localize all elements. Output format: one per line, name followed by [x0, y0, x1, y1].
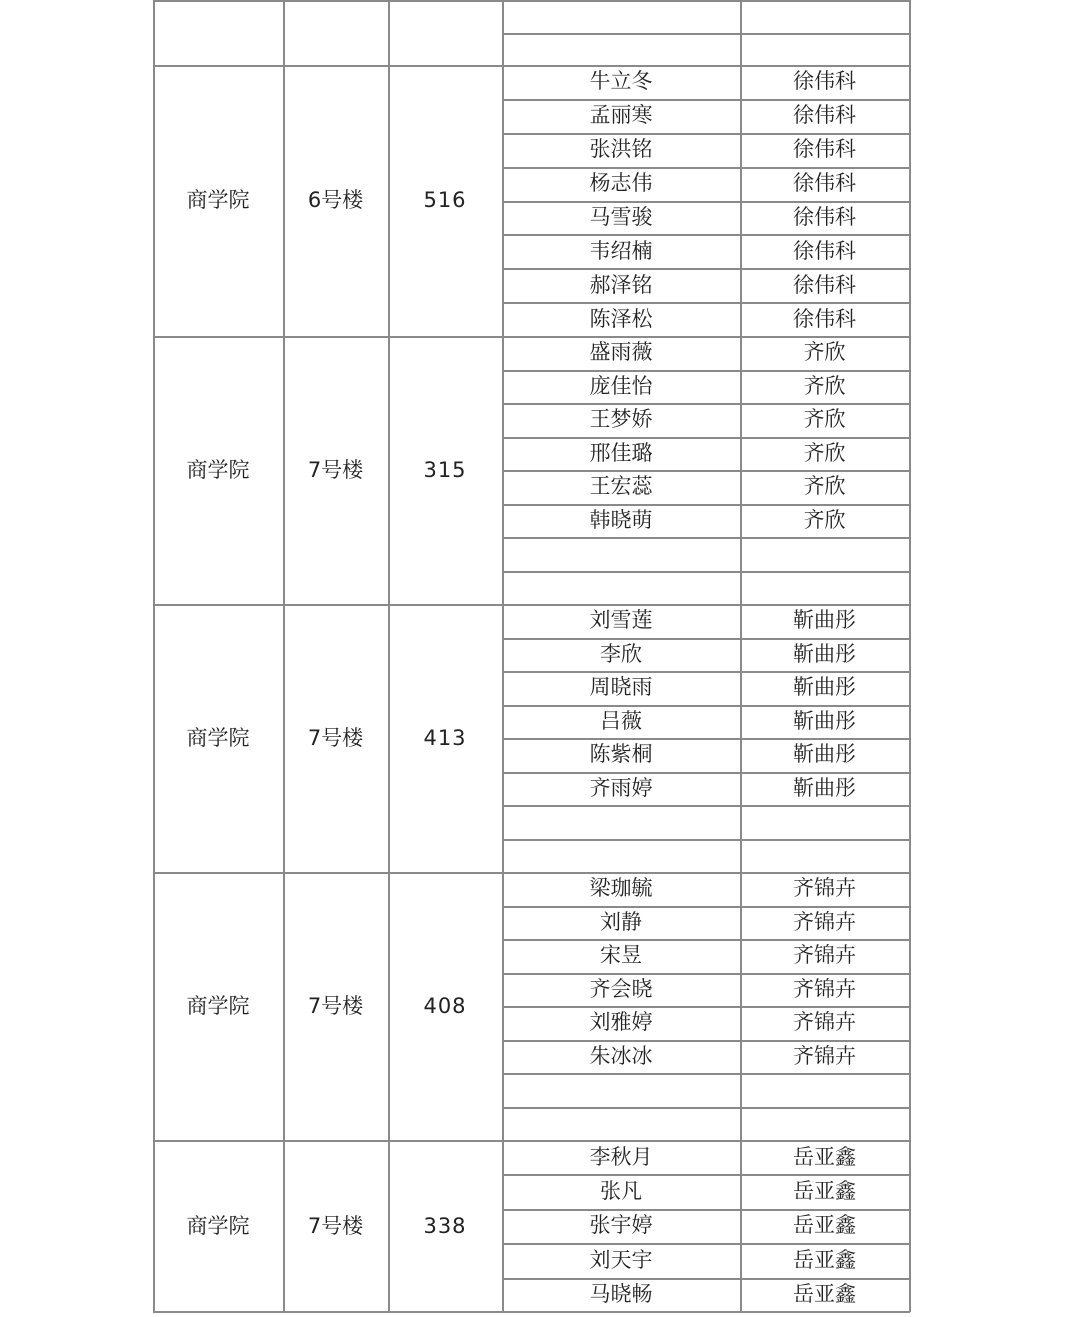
column-divider — [909, 1140, 911, 1312]
column-divider — [283, 872, 285, 1140]
row-divider — [502, 133, 910, 135]
row-divider — [502, 33, 910, 35]
student-name-cell: 邢佳璐 — [589, 440, 653, 465]
row-divider — [502, 738, 910, 740]
column-divider — [909, 872, 911, 1140]
counselor-name-cell: 徐伟科 — [793, 69, 856, 94]
student-name-cell: 李欣 — [600, 641, 642, 666]
building-cell: 7号楼 — [307, 993, 364, 1018]
row-divider — [502, 470, 910, 472]
column-divider — [502, 604, 504, 872]
row-divider — [502, 939, 910, 941]
column-divider — [283, 1140, 285, 1312]
student-name-cell: 刘雅婷 — [589, 1010, 653, 1035]
student-name-cell: 孟丽寒 — [589, 103, 653, 128]
column-divider — [388, 604, 390, 872]
student-name-cell — [502, 537, 740, 571]
row-divider — [502, 705, 910, 707]
student-name-cell: 齐会晓 — [589, 976, 653, 1001]
room-number-cell: 408 — [423, 993, 467, 1018]
student-name-cell — [502, 1073, 740, 1107]
row-divider — [502, 571, 910, 573]
student-name-cell: 吕薇 — [600, 708, 642, 733]
student-name-cell: 庞佳怡 — [589, 373, 653, 398]
student-name-cell: 牛立冬 — [589, 69, 653, 94]
student-name-cell — [502, 839, 740, 873]
column-divider — [740, 872, 742, 1140]
counselor-name-cell — [740, 571, 909, 605]
column-divider — [909, 0, 911, 65]
column-divider — [153, 0, 155, 65]
column-divider — [740, 604, 742, 872]
student-name-cell: 刘天宇 — [589, 1247, 653, 1272]
counselor-name-cell: 靳曲彤 — [793, 641, 856, 666]
counselor-name-cell: 齐锦卉 — [793, 1010, 856, 1035]
counselor-name-cell: 齐欣 — [803, 407, 846, 432]
column-divider — [740, 1140, 742, 1312]
row-divider — [502, 805, 910, 807]
counselor-name-cell: 徐伟科 — [793, 103, 856, 128]
column-divider — [502, 336, 504, 604]
student-name-cell: 陈泽松 — [589, 306, 653, 331]
column-divider — [153, 336, 155, 604]
student-name-cell: 李秋月 — [589, 1144, 653, 1169]
counselor-name-cell: 徐伟科 — [793, 204, 856, 229]
counselor-name-cell: 齐欣 — [803, 507, 846, 532]
counselor-name-cell — [740, 0, 909, 33]
counselor-name-cell: 徐伟科 — [793, 137, 856, 162]
student-name-cell — [502, 33, 740, 66]
column-divider — [153, 1140, 155, 1312]
row-divider — [502, 638, 910, 640]
counselor-name-cell: 岳亚鑫 — [793, 1179, 856, 1204]
column-divider — [502, 872, 504, 1140]
column-divider — [909, 336, 911, 604]
counselor-name-cell: 齐欣 — [803, 373, 846, 398]
row-divider — [502, 234, 910, 236]
counselor-name-cell — [740, 805, 909, 839]
column-divider — [283, 65, 285, 336]
row-divider — [502, 1278, 910, 1280]
counselor-name-cell — [740, 33, 909, 66]
counselor-name-cell: 齐锦卉 — [793, 909, 856, 934]
student-name-cell — [502, 571, 740, 605]
row-divider — [502, 201, 910, 203]
row-divider — [502, 370, 910, 372]
student-name-cell: 梁珈毓 — [589, 876, 653, 901]
counselor-name-cell: 齐锦卉 — [793, 1043, 856, 1068]
table-bottom-border — [153, 1311, 910, 1313]
column-divider — [909, 604, 911, 872]
counselor-name-cell: 岳亚鑫 — [793, 1247, 856, 1272]
column-divider — [283, 336, 285, 604]
student-name-cell: 刘雪莲 — [589, 608, 653, 633]
column-divider — [153, 604, 155, 872]
row-divider — [502, 671, 910, 673]
student-name-cell: 张宇婷 — [589, 1213, 653, 1238]
student-name-cell: 宋昱 — [600, 943, 642, 968]
column-divider — [388, 65, 390, 336]
row-divider — [502, 1006, 910, 1008]
counselor-name-cell: 齐欣 — [803, 340, 846, 365]
column-divider — [502, 0, 504, 65]
counselor-name-cell: 靳曲彤 — [793, 775, 856, 800]
row-divider — [502, 268, 910, 270]
row-divider — [502, 1073, 910, 1075]
row-divider — [502, 1243, 910, 1245]
row-divider — [502, 1209, 910, 1211]
student-name-cell: 马晓畅 — [589, 1282, 653, 1307]
counselor-name-cell: 齐欣 — [803, 474, 846, 499]
column-divider — [909, 65, 911, 336]
counselor-name-cell — [740, 839, 909, 873]
column-divider — [740, 65, 742, 336]
row-divider — [502, 437, 910, 439]
counselor-name-cell: 齐欣 — [803, 440, 846, 465]
student-name-cell — [502, 1107, 740, 1141]
row-divider — [502, 504, 910, 506]
counselor-name-cell: 靳曲彤 — [793, 675, 856, 700]
student-name-cell: 盛雨薇 — [589, 340, 653, 365]
row-divider — [502, 1040, 910, 1042]
column-divider — [740, 336, 742, 604]
student-name-cell: 韩晓萌 — [589, 507, 653, 532]
student-name-cell: 陈紫桐 — [589, 742, 653, 767]
counselor-name-cell: 徐伟科 — [793, 238, 856, 263]
counselor-name-cell — [740, 1107, 909, 1141]
column-divider — [502, 1140, 504, 1312]
counselor-name-cell: 齐锦卉 — [793, 976, 856, 1001]
row-divider — [502, 167, 910, 169]
row-divider — [502, 537, 910, 539]
student-name-cell: 韦绍楠 — [589, 238, 653, 263]
college-cell: 商学院 — [186, 725, 250, 750]
student-name-cell: 郝泽铭 — [589, 272, 653, 297]
student-name-cell: 王梦娇 — [589, 407, 653, 432]
column-divider — [153, 65, 155, 336]
row-divider — [502, 403, 910, 405]
building-cell: 7号楼 — [307, 1213, 364, 1238]
student-name-cell — [502, 805, 740, 839]
student-name-cell: 朱冰冰 — [589, 1043, 653, 1068]
column-divider — [388, 1140, 390, 1312]
row-divider — [502, 973, 910, 975]
row-divider — [502, 302, 910, 304]
column-divider — [388, 336, 390, 604]
row-divider — [502, 839, 910, 841]
column-divider — [388, 872, 390, 1140]
college-cell: 商学院 — [186, 993, 250, 1018]
college-cell: 商学院 — [186, 188, 250, 212]
counselor-name-cell: 徐伟科 — [793, 171, 856, 196]
college-cell: 商学院 — [186, 1213, 250, 1238]
counselor-name-cell: 岳亚鑫 — [793, 1144, 856, 1169]
column-divider — [153, 872, 155, 1140]
column-divider — [283, 0, 285, 65]
student-name-cell: 齐雨婷 — [589, 775, 653, 800]
building-cell: 6号楼 — [307, 188, 364, 212]
counselor-name-cell: 齐锦卉 — [793, 943, 856, 968]
row-divider — [502, 772, 910, 774]
row-divider — [502, 1107, 910, 1109]
counselor-name-cell: 齐锦卉 — [793, 876, 856, 901]
building-cell: 7号楼 — [307, 457, 364, 482]
student-name-cell: 王宏蕊 — [589, 474, 653, 499]
student-name-cell: 张凡 — [600, 1179, 642, 1204]
row-divider — [502, 1174, 910, 1176]
student-name-cell: 张洪铭 — [589, 137, 653, 162]
column-divider — [740, 0, 742, 65]
counselor-name-cell: 靳曲彤 — [793, 608, 856, 633]
column-divider — [283, 604, 285, 872]
student-name-cell: 刘静 — [600, 909, 642, 934]
counselor-name-cell: 靳曲彤 — [793, 708, 856, 733]
room-number-cell: 315 — [423, 457, 467, 482]
counselor-name-cell: 徐伟科 — [793, 306, 856, 331]
column-divider — [388, 0, 390, 65]
student-name-cell — [502, 0, 740, 33]
college-cell: 商学院 — [186, 457, 250, 482]
room-number-cell: 516 — [423, 188, 467, 212]
room-number-cell: 338 — [423, 1213, 467, 1238]
counselor-name-cell: 靳曲彤 — [793, 742, 856, 767]
student-name-cell: 周晓雨 — [589, 675, 653, 700]
counselor-name-cell: 岳亚鑫 — [793, 1282, 856, 1307]
column-divider — [502, 65, 504, 336]
student-name-cell: 马雪骏 — [589, 204, 653, 229]
building-cell: 7号楼 — [307, 725, 364, 750]
counselor-name-cell: 岳亚鑫 — [793, 1213, 856, 1238]
counselor-name-cell: 徐伟科 — [793, 272, 856, 297]
room-number-cell: 413 — [423, 725, 467, 750]
counselor-name-cell — [740, 537, 909, 571]
student-name-cell: 杨志伟 — [589, 171, 653, 196]
counselor-name-cell — [740, 1073, 909, 1107]
row-divider — [502, 906, 910, 908]
row-divider — [502, 99, 910, 101]
